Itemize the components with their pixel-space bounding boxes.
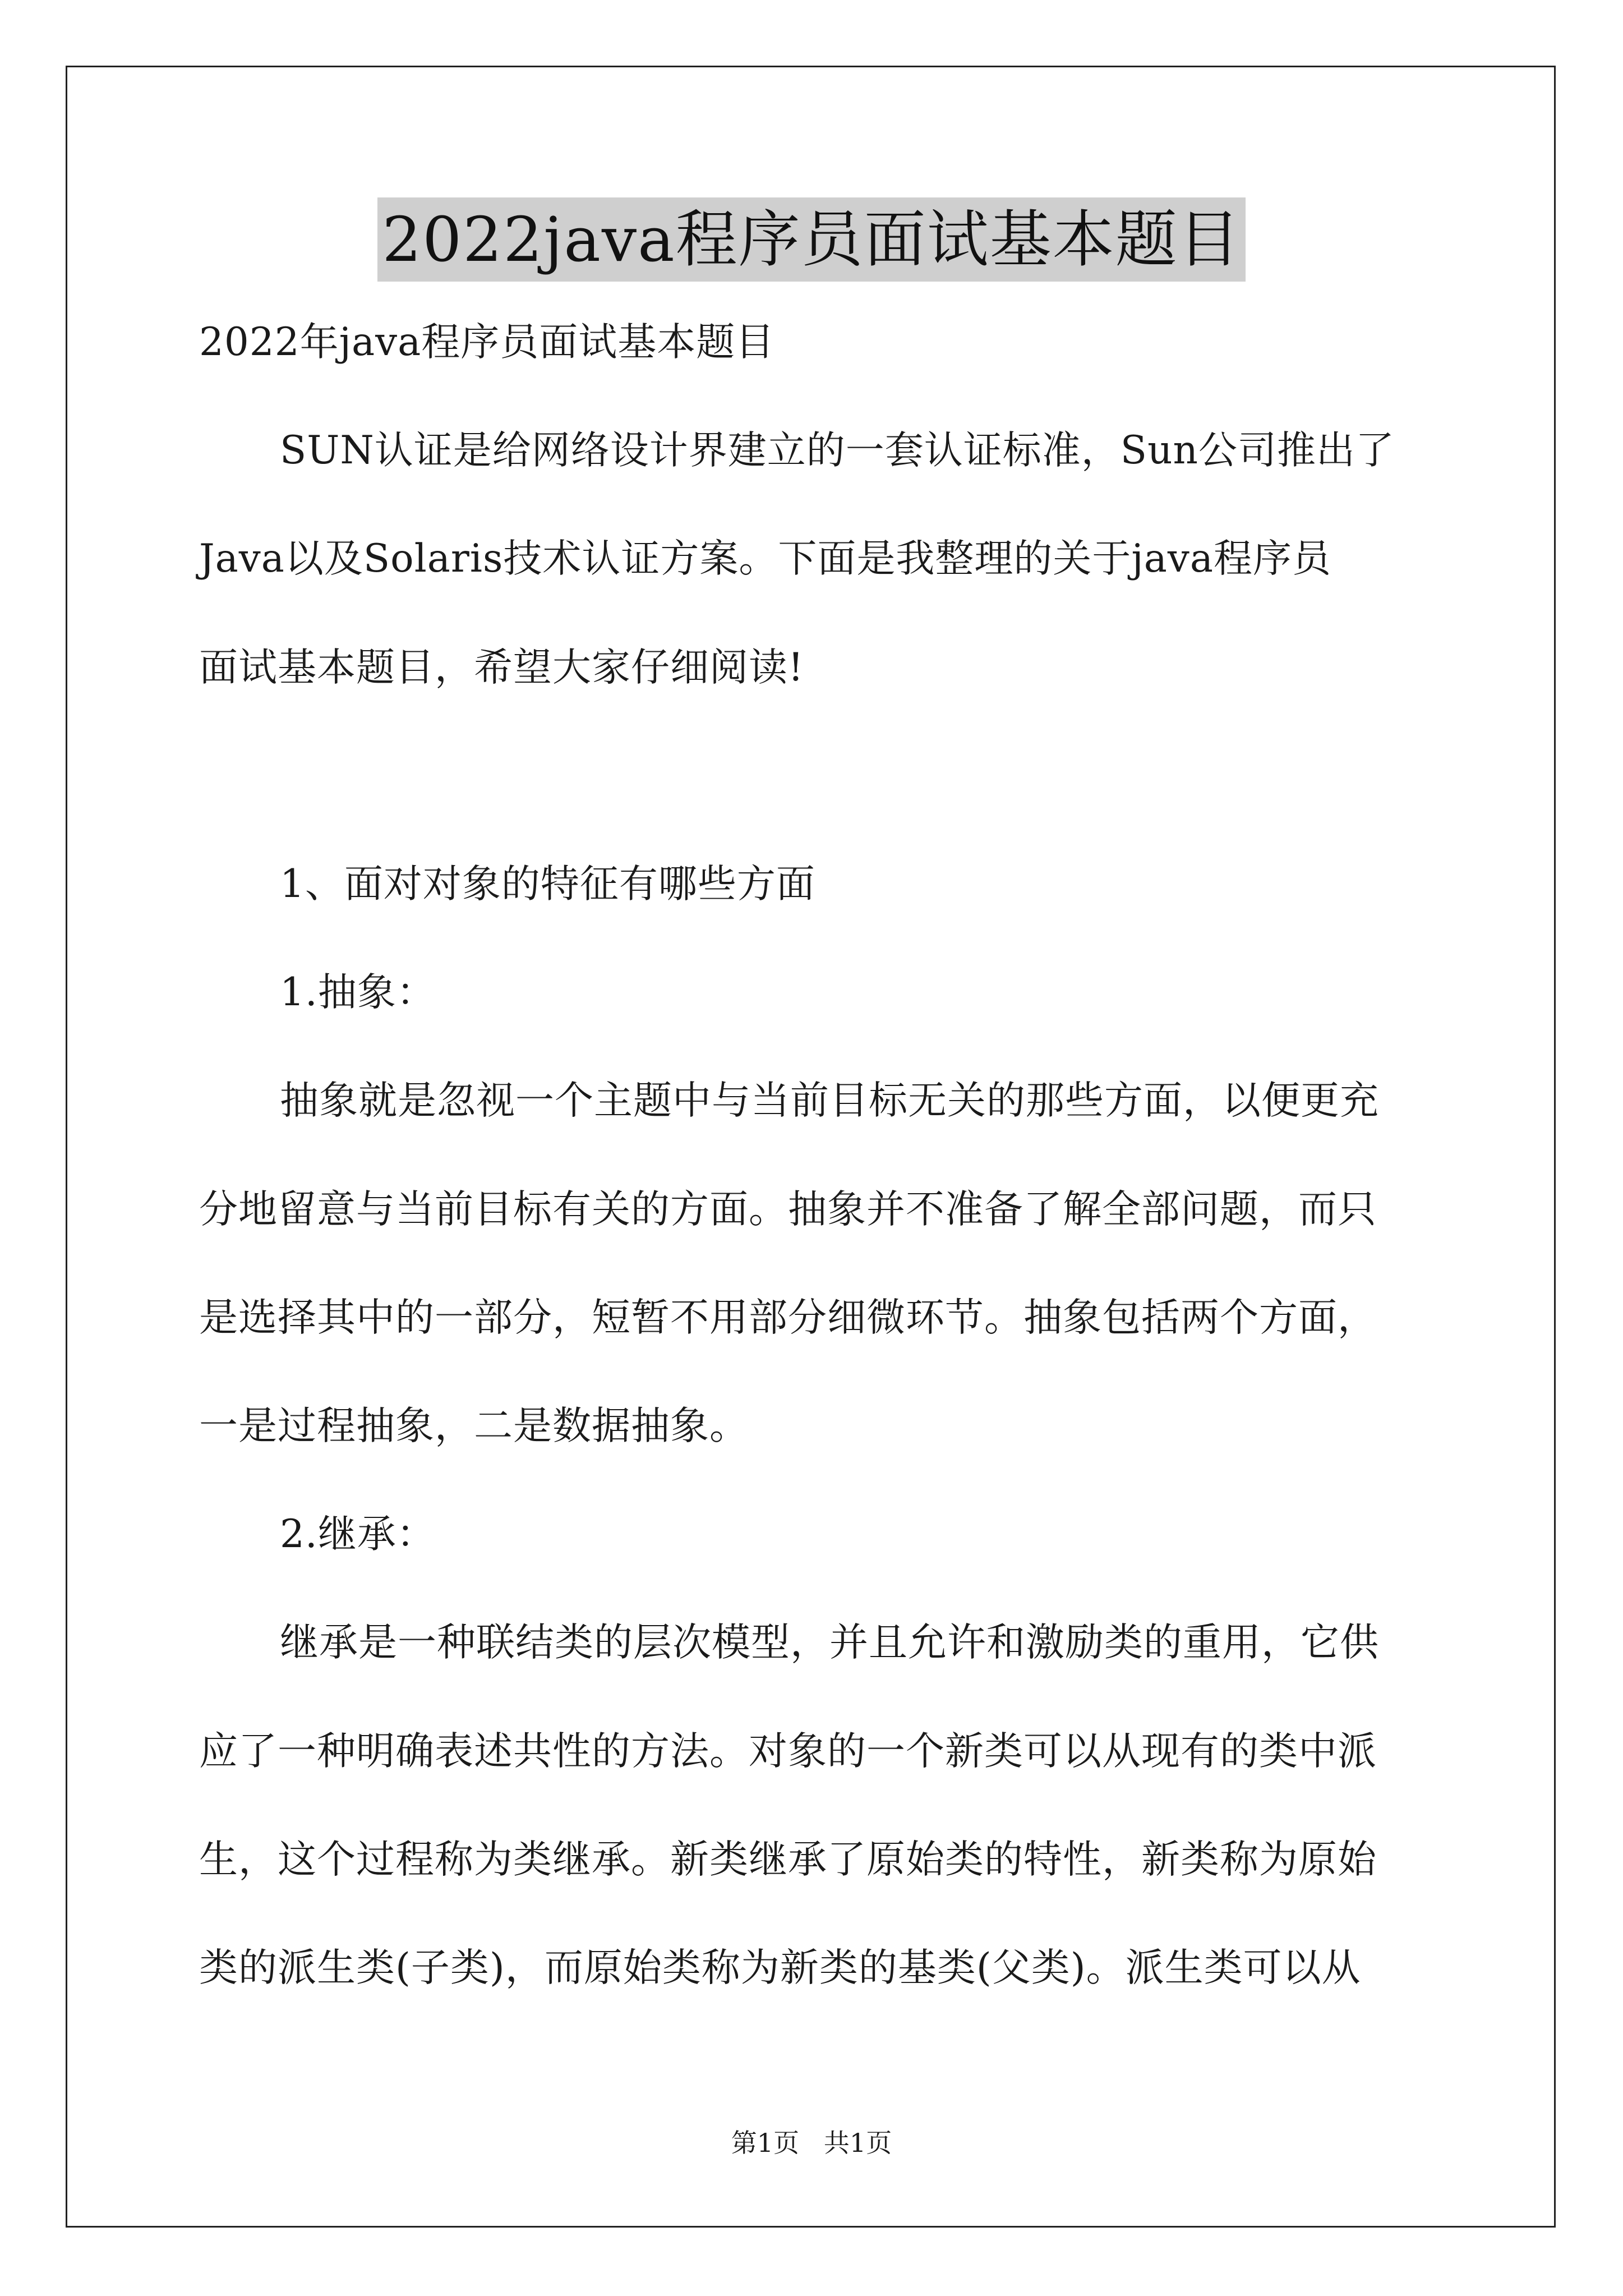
body-line: 继承是一种联结类的层次模型，并且允许和激励类的重用，它供 [280,1620,1379,1665]
subsection-heading: 2.继承： [280,1512,436,1557]
body-line: 一是过程抽象，二是数据抽象。 [199,1404,749,1448]
body-line: Java以及Solaris技术认证方案。下面是我整理的关于java程序员 [199,536,1332,581]
page-footer: 第1页 共1页 [731,2128,892,2158]
body-line: 是选择其中的一部分，短暂不用部分细微环节。抽象包括两个方面， [199,1295,1377,1340]
body-line: 类的派生类(子类)，而原始类称为新类的基类(父类)。派生类可以从 [199,1945,1361,1990]
body-subtitle-line: 2022年java程序员面试基本题目 [199,320,775,365]
subsection-heading: 1.抽象： [280,970,436,1015]
body-line: 生，这个过程称为类继承。新类继承了原始类的特性，新类称为原始 [199,1837,1377,1882]
document-title: 2022java程序员面试基本题目 [377,197,1245,282]
body-line: 面试基本题目，希望大家仔细阅读! [199,645,804,690]
section-heading: 1、面对对象的特征有哪些方面 [280,862,815,907]
page-border [66,66,1556,2228]
body-line: SUN认证是给网络设计界建立的一套认证标准，Sun公司推出了 [280,428,1395,473]
body-line: 分地留意与当前目标有关的方面。抽象并不准备了解全部问题，而只 [199,1187,1377,1232]
body-line: 抽象就是忽视一个主题中与当前目标无关的那些方面，以便更充 [280,1078,1379,1123]
title-container [0,197,1623,282]
body-line: 应了一种明确表述共性的方法。对象的一个新类可以从现有的类中派 [199,1729,1377,1774]
